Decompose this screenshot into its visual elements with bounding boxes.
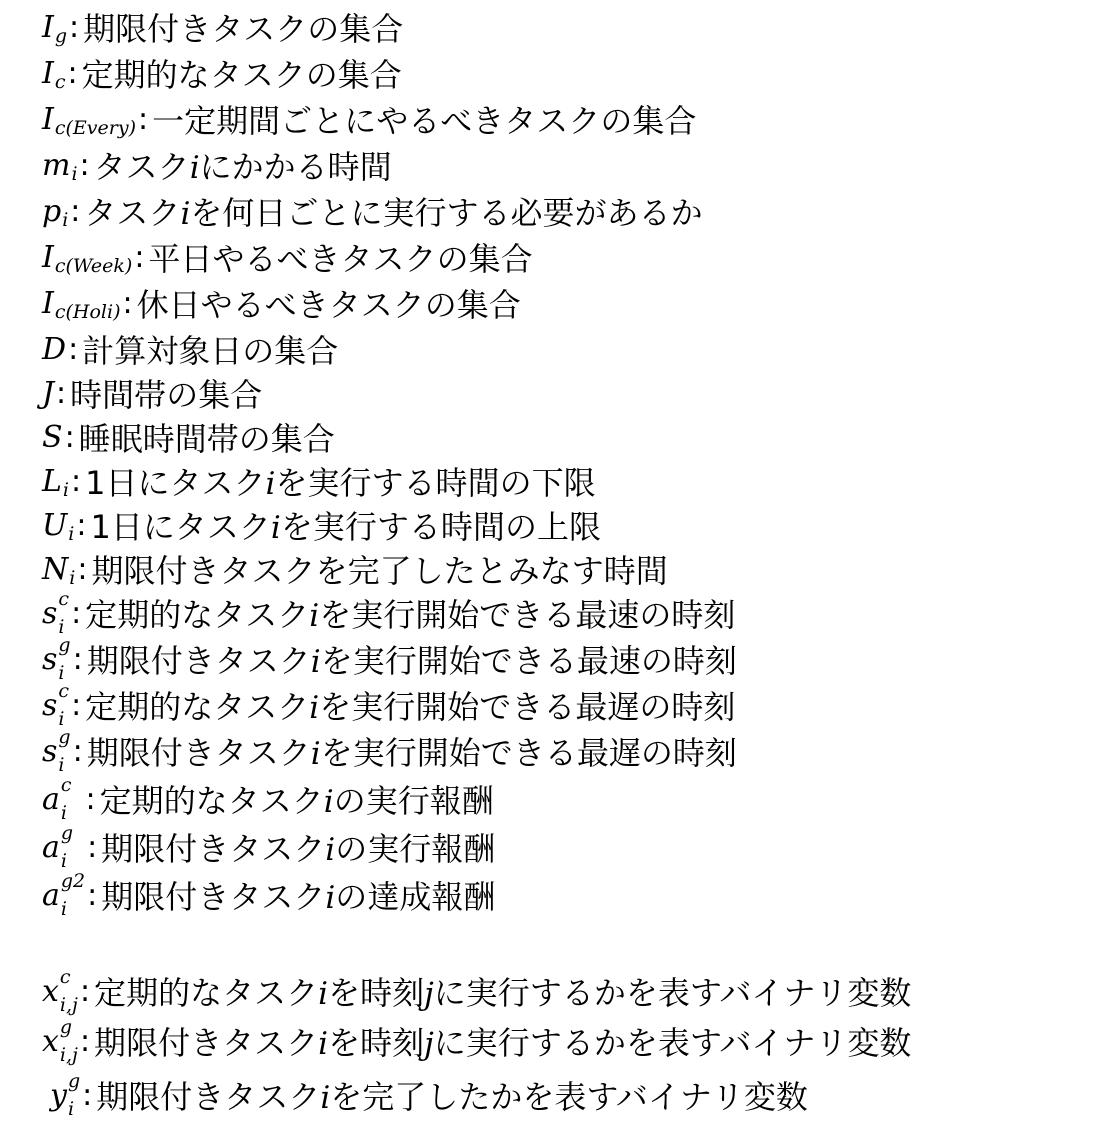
symbol: I c(Holi) [42,285,121,323]
symbol: I c [42,55,66,93]
def-row-18: a g i : 期限付きタスクiの実行報酬 [42,822,496,872]
description: 期限付きタスクを完了したとみなす時間 [91,552,668,590]
description: 定期的なタスクiの実行報酬 [99,782,494,820]
description: 期限付きタスクiの達成報酬 [101,878,496,916]
symbol: N i [42,551,76,589]
symbol: J [42,375,55,411]
description: 定期的なタスクの集合 [81,56,402,94]
description: 計算対象日の集合 [82,332,339,370]
symbol: a g i [42,822,74,872]
def-row-9: S : 睡眠時間帯の集合 [42,414,335,460]
description: 休日やるべきタスクの集合 [136,286,521,324]
description: 1日にタスクiを実行する時間の下限 [85,464,596,502]
symbol: I c(Week) [42,239,133,277]
symbol: y g i [50,1070,81,1120]
symbol: m i [42,147,78,185]
symbol: L i [42,463,69,501]
description: タスクiにかかる時間 [93,148,392,186]
def-row-8: J : 時間帯の集合 [42,370,262,416]
description: 期限付きタスクiを実行開始できる最速の時刻 [86,642,737,680]
description: 1日にタスクiを実行する時間の上限 [90,508,601,546]
symbol: I c(Every) [42,101,136,139]
symbol: s g i [42,634,71,684]
symbol: D [42,331,67,367]
def-row-2: I c(Every) : 一定期間ごとにやるべきタスクの集合 [42,96,696,142]
symbol: x c i,j [42,966,78,1016]
description: 一定期間ごとにやるべきタスクの集合 [152,102,697,140]
def-row-17: a c i : 定期的なタスクiの実行報酬 [42,774,494,824]
symbol: s c i [42,588,70,638]
def-row-20: x c i,j : 定期的なタスクiを時刻jに実行するかを表すバイナリ変数 [42,966,912,1016]
symbol: s g i [42,726,71,776]
description: 期限付きタスクiを実行開始できる最遅の時刻 [86,734,737,772]
def-row-13: s c i : 定期的なタスクiを実行開始できる最速の時刻 [42,588,736,638]
description: 平日やるべきタスクの集合 [148,240,533,278]
symbol: I g [42,9,68,47]
symbol: s c i [42,680,70,730]
description: 定期的なタスクiを実行開始できる最速の時刻 [85,596,736,634]
symbol: U i [42,507,75,545]
description: 期限付きタスクiを完了したかを表すバイナリ変数 [96,1078,808,1116]
def-row-4: p i : タスクiを何日ごとに実行する必要があるか [42,188,703,234]
def-row-5: I c(Week) : 平日やるべきタスクの集合 [42,234,533,280]
def-row-3: m i : タスクiにかかる時間 [42,142,392,188]
def-row-12: N i : 期限付きタスクを完了したとみなす時間 [42,546,668,592]
description: 期限付きタスクiの実行報酬 [101,830,496,868]
symbol: a c i [42,774,72,824]
def-row-7: D : 計算対象日の集合 [42,326,338,372]
description: 睡眠時間帯の集合 [78,420,335,458]
def-row-14: s g i : 期限付きタスクiを実行開始できる最速の時刻 [42,634,737,684]
def-row-19: a g2 i : 期限付きタスクiの達成報酬 [42,870,496,920]
description: 時間帯の集合 [70,376,263,414]
def-row-11: U i : 1日にタスクiを実行する時間の上限 [42,502,601,548]
description: 定期的なタスクiを時刻jに実行するかを表すバイナリ変数 [94,974,912,1012]
def-row-10: L i : 1日にタスクiを実行する時間の下限 [42,458,596,504]
def-row-16: s g i : 期限付きタスクiを実行開始できる最遅の時刻 [42,726,737,776]
def-row-15: s c i : 定期的なタスクiを実行開始できる最遅の時刻 [42,680,736,730]
symbol: x g i,j [42,1016,78,1066]
description: 定期的なタスクiを実行開始できる最遅の時刻 [85,688,736,726]
def-row-6: I c(Holi) : 休日やるべきタスクの集合 [42,280,521,326]
description: 期限付きタスクiを時刻jに実行するかを表すバイナリ変数 [94,1024,912,1062]
description: タスクiを何日ごとに実行する必要があるか [84,194,703,232]
description: 期限付きタスクの集合 [83,10,404,48]
def-row-0: I g : 期限付きタスクの集合 [42,4,403,50]
def-row-21: x g i,j : 期限付きタスクiを時刻jに実行するかを表すバイナリ変数 [42,1016,912,1066]
symbol: S [42,419,63,455]
def-row-22: y g i : 期限付きタスクiを完了したかを表すバイナリ変数 [50,1070,808,1120]
symbol: p i [42,193,69,231]
def-row-1: I c : 定期的なタスクの集合 [42,50,402,96]
symbol: a g2 i [42,870,86,920]
